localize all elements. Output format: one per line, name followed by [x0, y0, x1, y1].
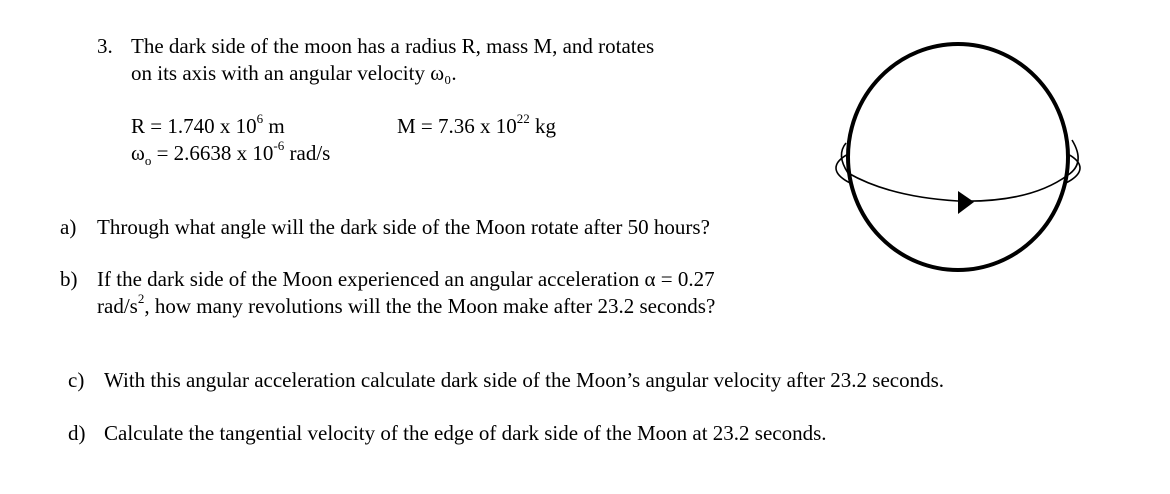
given-omega-value: = 2.6638 x 10: [151, 141, 274, 165]
part-a-question: Through what angle will the dark side of the Moon rotate after 50 hours?: [97, 215, 710, 239]
problem-intro-line2: on its axis with an angular velocity ω₀.: [131, 61, 457, 85]
part-b-unit-exponent: 2: [137, 291, 145, 306]
part-b-question-line1: If the dark side of the Moon experienced an angular acceleration α = 0.27: [97, 267, 715, 291]
given-radius-exponent: 6: [256, 111, 264, 126]
given-angular-velocity: [131, 138, 331, 169]
part-d-question: Calculate the tangential velocity of the edge of dark side of the Moon at 23.2 seconds.: [104, 421, 827, 445]
given-radius: [131, 113, 285, 139]
given-radius-unit: m: [263, 114, 285, 138]
given-omega-exponent: -6: [273, 138, 285, 153]
given-mass: [397, 113, 556, 139]
omega-subscript: o: [144, 153, 152, 169]
given-mass-unit: kg: [529, 114, 557, 138]
part-c-question: With this angular acceleration calculate dark side of the Moon’s angular velocity after 23.2 seconds.: [104, 368, 945, 392]
given-mass-exponent: 22: [516, 111, 530, 126]
part-b-label: b): [60, 267, 78, 291]
part-b-unit: rad/s: [97, 294, 138, 318]
rotating-sphere-diagram-icon: [830, 35, 1090, 285]
problem-intro-line1: The dark side of the moon has a radius R, mass M, and rotates: [131, 34, 655, 58]
part-d-label: d): [68, 421, 86, 445]
given-radius-value: R = 1.740 x 10: [131, 114, 257, 138]
sphere-outline: [848, 44, 1068, 270]
given-omega-unit: rad/s: [284, 141, 331, 165]
given-mass-value: M = 7.36 x 10: [397, 114, 517, 138]
part-b-question-rest: , how many revolutions will the the Moon make after 23.2 seconds?: [144, 294, 716, 318]
problem-number: 3.: [97, 34, 113, 58]
part-c-label: c): [68, 368, 85, 392]
part-b-question-line2: [97, 293, 715, 319]
omega-symbol: ω: [131, 141, 145, 165]
part-a-label: a): [60, 215, 77, 239]
